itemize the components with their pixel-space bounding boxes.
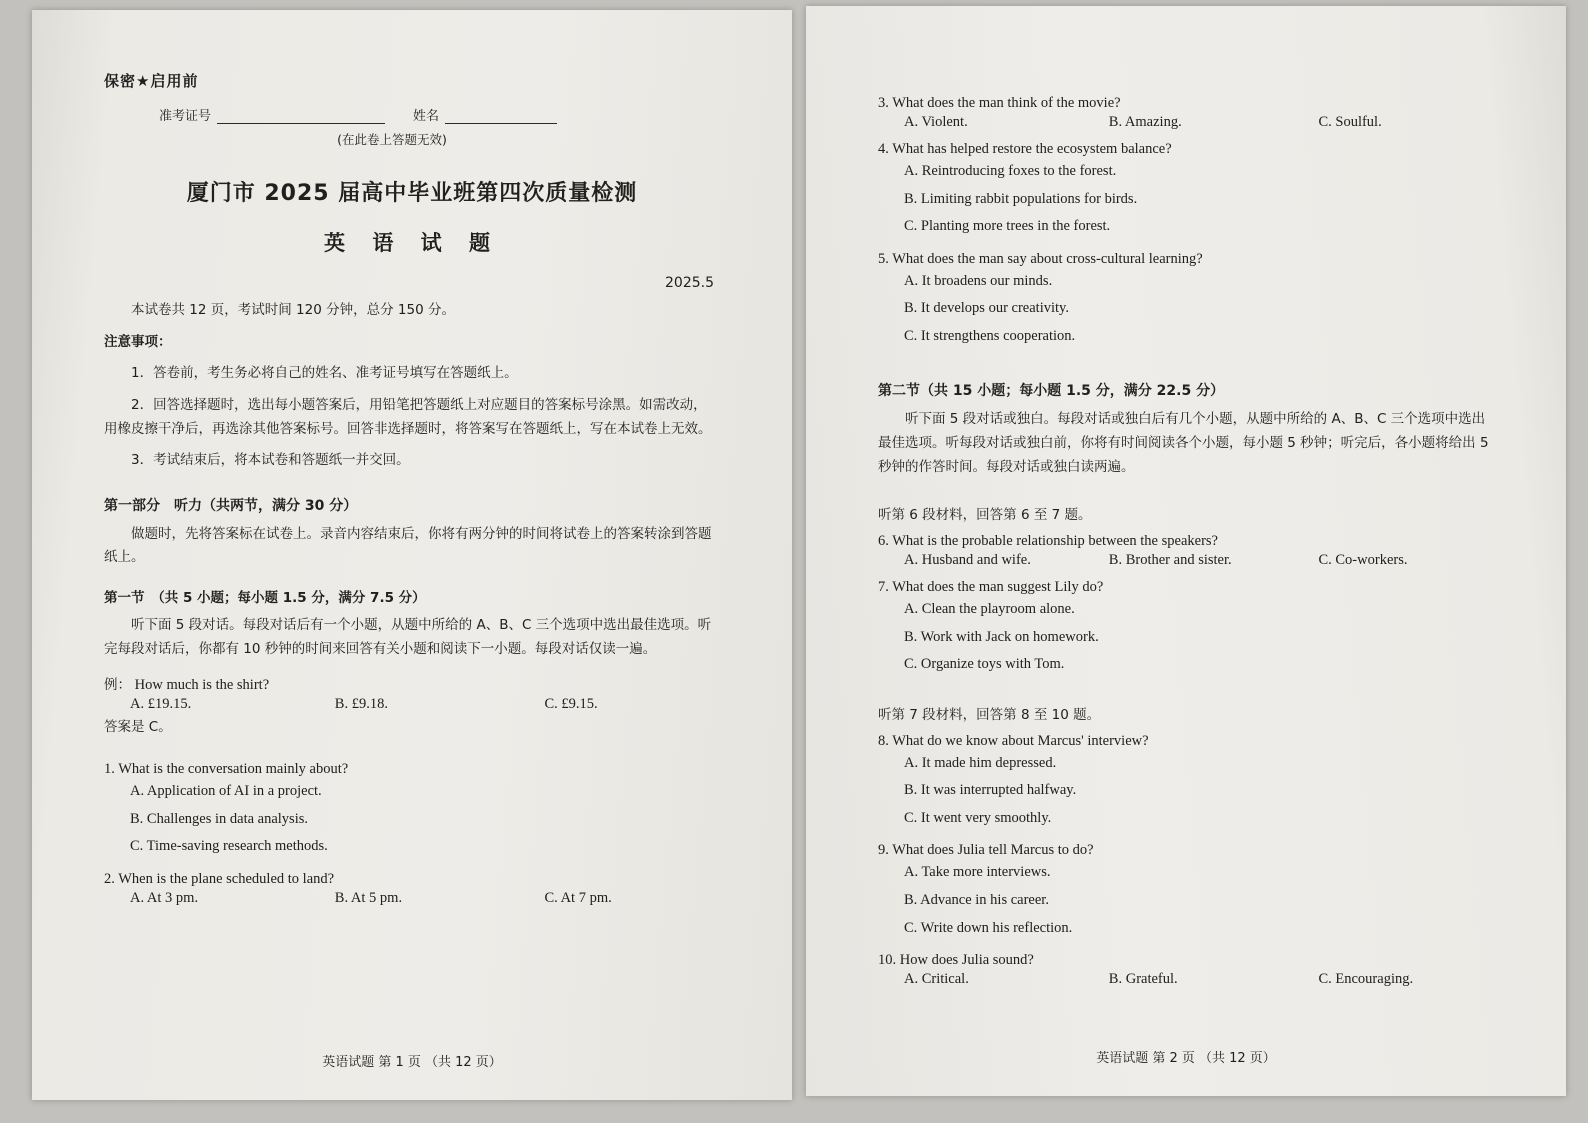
question-item	[878, 733, 1494, 833]
question-item	[878, 579, 1494, 679]
name-label: 姓名	[413, 109, 440, 124]
option-c[interactable]: C. Write down his reflection.	[904, 919, 1073, 936]
exam-page-2	[806, 6, 1566, 1096]
question-text: How does Julia sound?	[899, 952, 1034, 969]
section-two-intro: 听下面 5 段对话或独白。每段对话或独白后有几个小题，从题中所给的 A、B、C 三个选项中选出最佳选项。听每段对话或独白前，你将有时间阅读各个小题，每小题 5 秒钟；听完后，各小题将给出 5 秒钟的作答时间。每段对话或独白读两遍。	[878, 411, 1489, 475]
question-options	[878, 971, 1494, 988]
question-text: What does the man suggest Lily do?	[892, 579, 1104, 596]
material-7-label: 听第 7 段材料，回答第 8 至 10 题。	[878, 706, 1101, 723]
option-a[interactable]: A. Violent.	[904, 114, 968, 130]
option-a[interactable]: A. Application of AI in a project.	[130, 783, 322, 800]
example-options	[104, 696, 720, 713]
question-options	[104, 890, 720, 907]
question-text: What has helped restore the ecosystem balance?	[892, 141, 1172, 157]
part-one-heading: 第一部分 听力（共两节，满分 30 分）	[104, 497, 358, 514]
question-item	[878, 842, 1494, 942]
option-c[interactable]: C. Co-workers.	[1318, 552, 1408, 569]
question-text: What is the conversation mainly about?	[118, 761, 349, 778]
secret-notice: 保密★启用前	[104, 72, 199, 90]
question-options	[878, 596, 1494, 679]
question-options	[878, 114, 1494, 131]
page-footer: 英语试题 第 2 页 （共 12 页）	[1096, 1051, 1276, 1066]
question-options	[104, 778, 720, 861]
question-item	[878, 251, 1494, 351]
question-line	[104, 761, 720, 778]
notice-item-2: 2．回答选择题时，选出每小题答案后，用铅笔把答题纸上对应题目的答案标号涂黑。如需改动，用橡皮擦干净后，再选涂其他答案标号。回答非选择题时，将答案写在答题纸上，写在本试卷上无效。	[104, 396, 712, 437]
question-number: 6.	[878, 533, 889, 550]
page-footer: 英语试题 第 1 页 （共 12 页）	[322, 1055, 502, 1070]
option-a[interactable]: A. It made him depressed.	[904, 754, 1057, 771]
example-option-c[interactable]: C. £9.15.	[544, 696, 598, 713]
example-label: 例：	[104, 677, 131, 694]
option-b[interactable]: B. It was interrupted halfway.	[904, 782, 1077, 799]
question-text: What does the man say about cross-cultural learning?	[892, 250, 1203, 267]
option-c[interactable]: C. It went very smoothly.	[904, 809, 1052, 826]
question-number: 9.	[878, 842, 889, 859]
option-b[interactable]: B. At 5 pm.	[334, 889, 403, 906]
paper-info: 本试卷共 12 页，考试时间 120 分钟，总分 150 分。	[131, 302, 455, 318]
question-text: What does Julia tell Marcus to do?	[892, 842, 1094, 859]
option-c[interactable]: C. It strengthens cooperation.	[904, 327, 1076, 344]
question-text: What does the man think of the movie?	[892, 95, 1121, 111]
option-b[interactable]: B. Amazing.	[1108, 114, 1182, 130]
section-one-intro: 听下面 5 段对话。每段对话后有一个小题，从题中所给的 A、B、C 三个选项中选出最佳选项。听完每段对话后，你都有 10 秒钟的时间来回答有关小题和阅读下一小题。每段对话仅读一遍。	[104, 617, 712, 657]
question-item	[878, 952, 1494, 988]
question-item	[878, 95, 1494, 131]
question-line	[878, 533, 1494, 550]
example-answer: 答案是 C。	[104, 719, 172, 736]
option-a[interactable]: A. Clean the playroom alone.	[904, 601, 1075, 618]
notice-item-3: 3．考试结束后，将本试卷和答题纸一并交回。	[131, 452, 410, 469]
question-line	[878, 952, 1494, 969]
option-a[interactable]: A. Take more interviews.	[904, 864, 1051, 881]
option-b[interactable]: B. Advance in his career.	[904, 891, 1049, 908]
option-b[interactable]: B. Brother and sister.	[1108, 552, 1232, 569]
question-number: 7.	[878, 579, 889, 596]
candidate-id-line	[159, 105, 720, 124]
question-line	[878, 842, 1494, 859]
question-number: 8.	[878, 732, 889, 749]
option-c[interactable]: C. At 7 pm.	[544, 889, 612, 906]
option-a[interactable]: A. Critical.	[904, 971, 969, 988]
question-text: When is the plane scheduled to land?	[118, 870, 335, 887]
question-line	[878, 733, 1494, 750]
question-options	[878, 268, 1494, 351]
question-number: 3.	[878, 95, 889, 111]
question-item	[104, 761, 720, 861]
question-item	[878, 141, 1494, 241]
section-two-heading: 第二节（共 15 小题；每小题 1.5 分，满分 22.5 分）	[878, 383, 1225, 400]
option-b[interactable]: B. Challenges in data analysis.	[130, 810, 308, 827]
option-a[interactable]: A. At 3 pm.	[130, 889, 199, 906]
admission-number-label: 准考证号	[159, 109, 212, 124]
option-c[interactable]: C. Organize toys with Tom.	[904, 656, 1065, 673]
question-line	[878, 579, 1494, 596]
option-a[interactable]: A. Husband and wife.	[904, 552, 1031, 569]
question-item	[878, 533, 1494, 569]
option-b[interactable]: B. Limiting rabbit populations for birds.	[904, 190, 1138, 207]
option-a[interactable]: A. Reintroducing foxes to the forest.	[904, 163, 1117, 179]
example-question	[104, 673, 720, 694]
example-question-text: How much is the shirt?	[134, 677, 270, 694]
question-text: What is the probable relationship between the speakers?	[892, 533, 1218, 550]
question-number: 2.	[104, 870, 115, 887]
question-item	[104, 871, 720, 907]
example-option-a[interactable]: A. £19.15.	[130, 696, 192, 713]
material-6-label: 听第 6 段材料，回答第 6 至 7 题。	[878, 507, 1092, 524]
admission-number-field[interactable]	[217, 109, 385, 124]
option-c[interactable]: C. Planting more trees in the forest.	[904, 218, 1111, 235]
question-line	[878, 95, 1494, 112]
option-c[interactable]: C. Time-saving research methods.	[130, 838, 328, 855]
invalid-answer-note: (在此卷上答题无效)	[337, 132, 447, 147]
question-line	[104, 871, 720, 888]
question-number: 4.	[878, 141, 889, 157]
question-line	[878, 141, 1494, 158]
option-b[interactable]: B. It develops our creativity.	[904, 300, 1069, 317]
section-one-heading: 第一节 （共 5 小题；每小题 1.5 分，满分 7.5 分）	[104, 590, 426, 606]
example-option-b[interactable]: B. £9.18.	[334, 696, 388, 713]
question-number: 1.	[104, 761, 115, 778]
exam-page-1	[32, 10, 792, 1100]
notice-item-1: 1．答卷前，考生务必将自己的姓名、准考证号填写在答题纸上。	[131, 365, 518, 382]
exam-title: 厦门市 2025 届高中毕业班第四次质量检测	[186, 181, 638, 206]
question-options	[878, 158, 1494, 241]
option-c[interactable]: C. Soulful.	[1318, 114, 1382, 130]
question-options	[878, 552, 1494, 569]
option-c[interactable]: C. Encouraging.	[1318, 971, 1414, 988]
option-a[interactable]: A. It broadens our minds.	[904, 272, 1053, 289]
name-field[interactable]	[445, 109, 557, 124]
option-b[interactable]: B. Grateful.	[1108, 971, 1178, 988]
question-number: 10.	[878, 952, 897, 969]
question-options	[878, 750, 1494, 833]
exam-date: 2025.5	[665, 275, 714, 291]
question-text: What do we know about Marcus' interview?	[892, 732, 1149, 749]
subject-title: 英 语 试 题	[324, 230, 500, 255]
question-options	[878, 859, 1494, 942]
question-line	[878, 251, 1494, 268]
option-b[interactable]: B. Work with Jack on homework.	[904, 628, 1099, 645]
part-one-intro: 做题时，先将答案标在试卷上。录音内容结束后，你将有两分钟的时间将试卷上的答案转涂到答题纸上。	[104, 525, 712, 566]
notice-heading: 注意事项：	[104, 333, 172, 350]
question-number: 5.	[878, 250, 889, 267]
